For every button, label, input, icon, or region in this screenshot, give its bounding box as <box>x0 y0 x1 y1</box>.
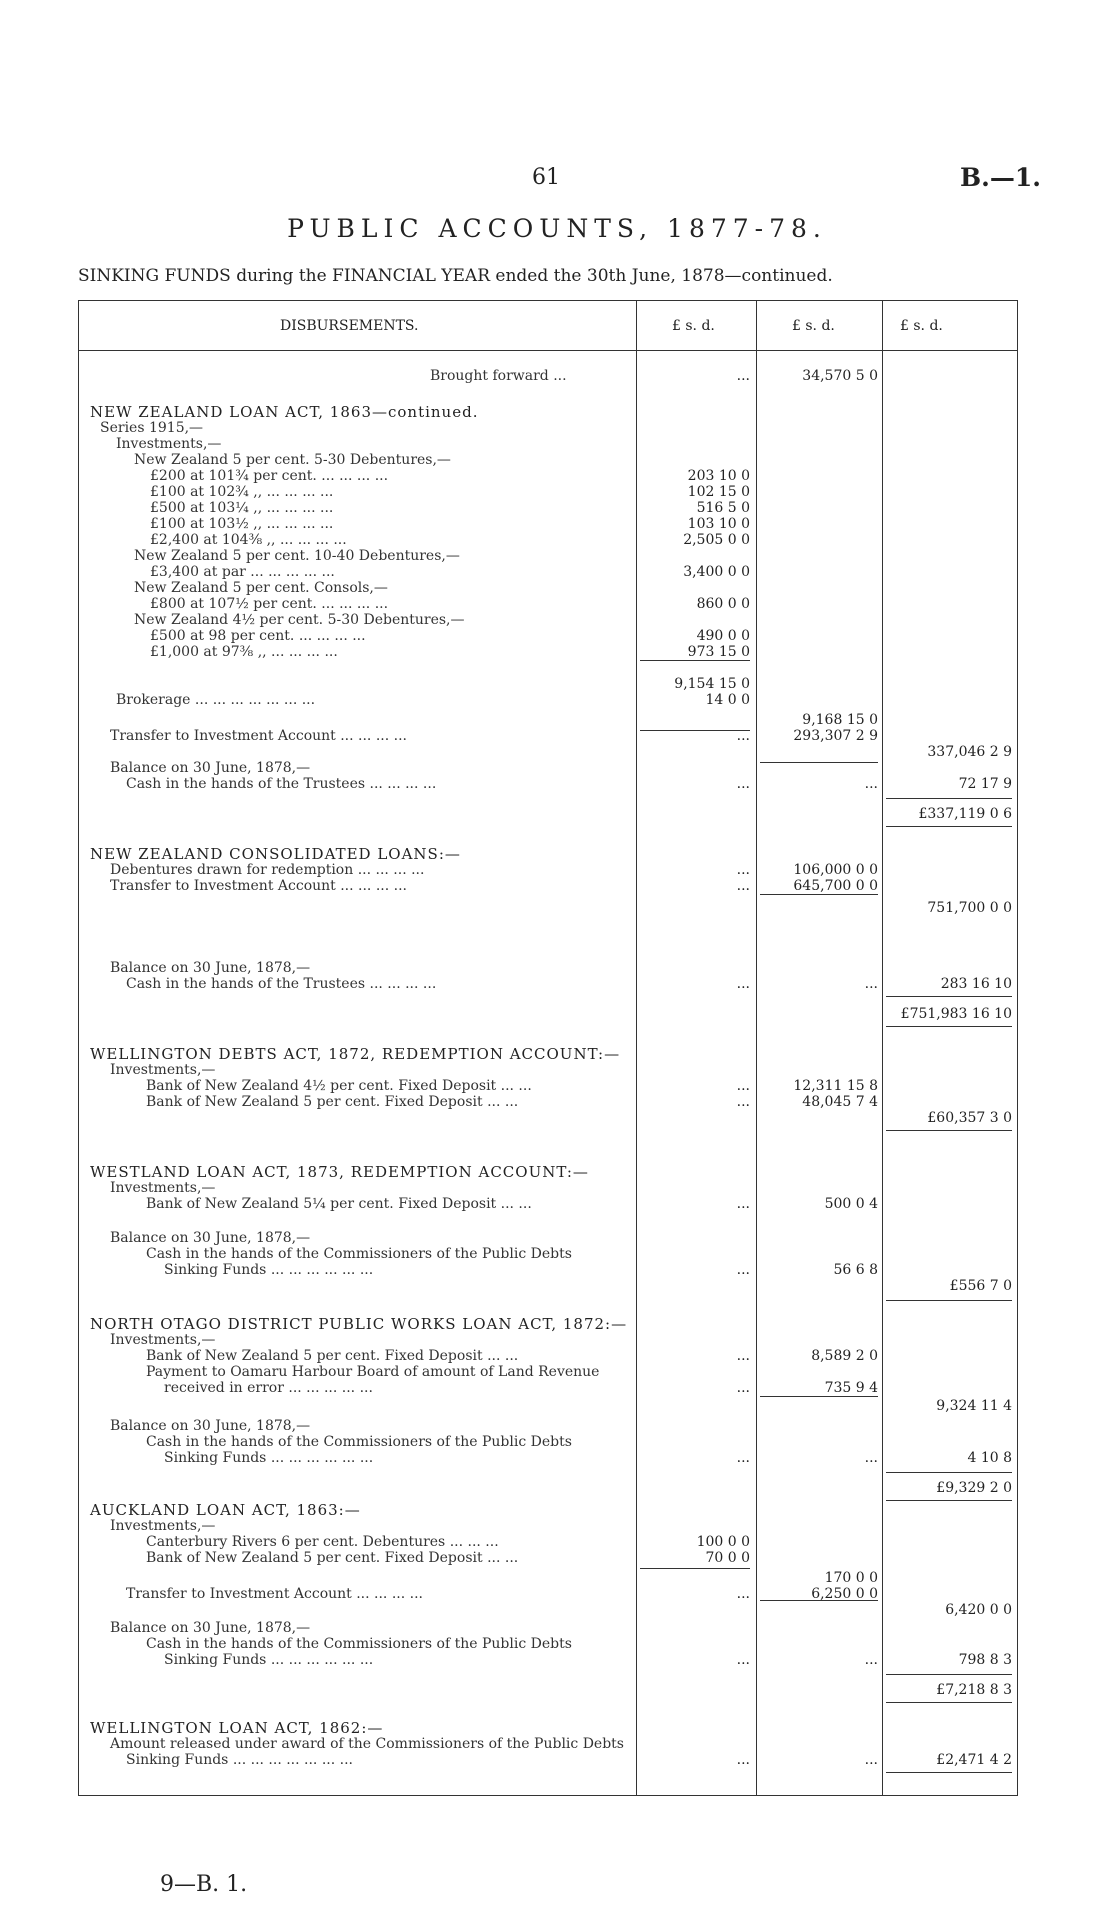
amount-c1: 516 5 0 <box>696 500 750 516</box>
amount-c1: ... <box>736 1450 750 1466</box>
row-label: Sinking Funds ... ... ... ... ... ... ... <box>126 1752 353 1768</box>
amount-c3: 798 8 3 <box>958 1652 1012 1668</box>
amount-c2: ... <box>864 976 878 992</box>
amount-c1: ... <box>736 1094 750 1110</box>
amount-c1: ... <box>736 1348 750 1364</box>
row-label: Transfer to Investment Account ... ... ... ... <box>126 1586 423 1602</box>
amount-c2: 9,168 15 0 <box>802 712 878 728</box>
row-label: Bank of New Zealand 5 per cent. Fixed Deposit ... ... <box>146 1348 519 1364</box>
amount-c1: ... <box>736 368 750 384</box>
amount-c2: 735 9 4 <box>824 1380 878 1396</box>
amount-c3: 9,324 11 4 <box>936 1398 1012 1414</box>
row-label: Amount released under award of the Commissioners of the Public Debts <box>110 1736 624 1752</box>
row-label: Cash in the hands of the Commissioners of the Public Debts <box>146 1636 572 1652</box>
section-heading: NEW ZEALAND CONSOLIDATED LOANS:— <box>90 845 461 863</box>
amount-c1: 860 0 0 <box>696 596 750 612</box>
amount-c3: £60,357 3 0 <box>927 1110 1012 1126</box>
row-label: Balance on 30 June, 1878,— <box>110 960 311 976</box>
amount-c1: ... <box>736 1380 750 1396</box>
row-label: Cash in the hands of the Trustees ... ... ... ... <box>126 976 437 992</box>
amount-c1: ... <box>736 776 750 792</box>
row-label: £500 at 98 per cent. ... ... ... ... <box>150 628 366 644</box>
section-heading: WESTLAND LOAN ACT, 1873, REDEMPTION ACCOUNT:— <box>90 1163 589 1181</box>
row-label: £1,000 at 97⅜ ,, ... ... ... ... <box>150 644 338 660</box>
row-label: Brokerage ... ... ... ... ... ... ... <box>116 692 316 708</box>
row-label: Bank of New Zealand 5 per cent. Fixed Deposit ... ... <box>146 1094 519 1110</box>
row-label: Debentures drawn for redemption ... ... ... ... <box>110 862 425 878</box>
row-label: Sinking Funds ... ... ... ... ... ... <box>164 1262 374 1278</box>
row-label: Series 1915,— <box>100 420 204 436</box>
section-heading: NORTH OTAGO DISTRICT PUBLIC WORKS LOAN ACT, 1872:— <box>90 1315 628 1333</box>
amount-c3: £9,329 2 0 <box>936 1480 1012 1496</box>
amount-c1: 14 0 0 <box>705 692 750 708</box>
row-label: £100 at 102¾ ,, ... ... ... ... <box>150 484 334 500</box>
amount-c3: £2,471 4 2 <box>936 1752 1012 1768</box>
row-label: Balance on 30 June, 1878,— <box>110 760 311 776</box>
row-label: Brought forward ... <box>430 368 567 384</box>
row-label: Cash in the hands of the Commissioners of the Public Debts <box>146 1246 572 1262</box>
amount-c2: ... <box>864 776 878 792</box>
column-header-1: £ s. d. <box>672 318 715 334</box>
row-label: Transfer to Investment Account ... ... ... ... <box>110 728 407 744</box>
row-label: Investments,— <box>110 1332 216 1348</box>
amount-c1: 973 15 0 <box>687 644 750 660</box>
row-label: Sinking Funds ... ... ... ... ... ... <box>164 1450 374 1466</box>
row-label: £500 at 103¼ ,, ... ... ... ... <box>150 500 334 516</box>
row-label: £800 at 107½ per cent. ... ... ... ... <box>150 596 389 612</box>
row-label: Investments,— <box>116 436 222 452</box>
page-number: 61 <box>532 165 560 190</box>
section-heading: AUCKLAND LOAN ACT, 1863:— <box>90 1501 361 1519</box>
row-label: £3,400 at par ... ... ... ... ... <box>150 564 335 580</box>
table-subtitle: SINKING FUNDS during the FINANCIAL YEAR ended the 30th June, 1878—continued. <box>78 266 833 286</box>
amount-c1: 103 10 0 <box>687 516 750 532</box>
amount-c1: 70 0 0 <box>705 1550 750 1566</box>
row-label: Investments,— <box>110 1062 216 1078</box>
amount-c2: 106,000 0 0 <box>793 862 878 878</box>
amount-c3: 337,046 2 9 <box>927 744 1012 760</box>
page-title: PUBLIC ACCOUNTS, 1877-78. <box>287 214 827 243</box>
amount-c1: ... <box>736 728 750 744</box>
row-label: Investments,— <box>110 1180 216 1196</box>
row-label: New Zealand 5 per cent. 10-40 Debentures,— <box>134 548 460 564</box>
page-footer: 9—B. 1. <box>160 1872 248 1897</box>
amount-c1: ... <box>736 1078 750 1094</box>
amount-c3: 751,700 0 0 <box>927 900 1012 916</box>
amount-c2: ... <box>864 1652 878 1668</box>
row-label: Cash in the hands of the Trustees ... ... ... ... <box>126 776 437 792</box>
row-label: received in error ... ... ... ... ... <box>164 1380 373 1396</box>
section-heading: NEW ZEALAND LOAN ACT, 1863—continued. <box>90 403 479 421</box>
amount-c1: ... <box>736 976 750 992</box>
amount-c1: 490 0 0 <box>696 628 750 644</box>
row-label: Balance on 30 June, 1878,— <box>110 1620 311 1636</box>
amount-c1: ... <box>736 1752 750 1768</box>
amount-c1: ... <box>736 1196 750 1212</box>
amount-c1: ... <box>736 1262 750 1278</box>
amount-c2: 645,700 0 0 <box>793 878 878 894</box>
row-label: Balance on 30 June, 1878,— <box>110 1418 311 1434</box>
column-header-disbursements: DISBURSEMENTS. <box>280 318 419 334</box>
row-label: Sinking Funds ... ... ... ... ... ... <box>164 1652 374 1668</box>
row-label: Payment to Oamaru Harbour Board of amount of Land Revenue <box>146 1364 600 1380</box>
amount-c2: 170 0 0 <box>824 1570 878 1586</box>
amount-c3: 6,420 0 0 <box>945 1602 1012 1618</box>
amount-c3: £7,218 8 3 <box>936 1682 1012 1698</box>
row-label: Bank of New Zealand 5¼ per cent. Fixed Deposit ... ... <box>146 1196 532 1212</box>
row-label: £200 at 101¾ per cent. ... ... ... ... <box>150 468 389 484</box>
amount-c2: ... <box>864 1752 878 1768</box>
amount-c1: ... <box>736 878 750 894</box>
amount-c1: ... <box>736 862 750 878</box>
column-header-2: £ s. d. <box>792 318 835 334</box>
row-label: Canterbury Rivers 6 per cent. Debentures ... ... ... <box>146 1534 499 1550</box>
row-label: Cash in the hands of the Commissioners of the Public Debts <box>146 1434 572 1450</box>
row-label: £100 at 103½ ,, ... ... ... ... <box>150 516 334 532</box>
amount-c3: 72 17 9 <box>958 776 1012 792</box>
amount-c1: 102 15 0 <box>687 484 750 500</box>
amount-c2: 500 0 4 <box>824 1196 878 1212</box>
section-heading: WELLINGTON LOAN ACT, 1862:— <box>90 1719 384 1737</box>
amount-c3: 283 16 10 <box>940 976 1012 992</box>
amount-c3: £556 7 0 <box>949 1278 1012 1294</box>
amount-c1: ... <box>736 1586 750 1602</box>
column-header-3: £ s. d. <box>900 318 943 334</box>
amount-c1: 9,154 15 0 <box>674 676 750 692</box>
row-label: Bank of New Zealand 4½ per cent. Fixed Deposit ... ... <box>146 1078 532 1094</box>
row-label: Transfer to Investment Account ... ... ... ... <box>110 878 407 894</box>
amount-c2: 6,250 0 0 <box>811 1586 878 1602</box>
row-label: £2,400 at 104⅜ ,, ... ... ... ... <box>150 532 347 548</box>
row-label: New Zealand 4½ per cent. 5-30 Debentures,— <box>134 612 465 628</box>
row-label: Bank of New Zealand 5 per cent. Fixed Deposit ... ... <box>146 1550 519 1566</box>
amount-c2: 34,570 5 0 <box>802 368 878 384</box>
amount-c3: 4 10 8 <box>967 1450 1012 1466</box>
row-label: Balance on 30 June, 1878,— <box>110 1230 311 1246</box>
amount-c2: 8,589 2 0 <box>811 1348 878 1364</box>
amount-c2: 293,307 2 9 <box>793 728 878 744</box>
amount-c2: ... <box>864 1450 878 1466</box>
amount-c1: ... <box>736 1652 750 1668</box>
row-label: Investments,— <box>110 1518 216 1534</box>
section-heading: WELLINGTON DEBTS ACT, 1872, REDEMPTION ACCOUNT:— <box>90 1045 621 1063</box>
report-reference: B.—1. <box>960 163 1041 192</box>
row-label: New Zealand 5 per cent. 5-30 Debentures,— <box>134 452 451 468</box>
amount-c1: 203 10 0 <box>687 468 750 484</box>
amount-c2: 56 6 8 <box>833 1262 878 1278</box>
amount-c1: 100 0 0 <box>696 1534 750 1550</box>
amount-c3: £337,119 0 6 <box>918 806 1012 822</box>
amount-c3: £751,983 16 10 <box>900 1006 1012 1022</box>
amount-c2: 48,045 7 4 <box>802 1094 878 1110</box>
row-label: New Zealand 5 per cent. Consols,— <box>134 580 388 596</box>
amount-c2: 12,311 15 8 <box>793 1078 878 1094</box>
amount-c1: 3,400 0 0 <box>683 564 750 580</box>
amount-c1: 2,505 0 0 <box>683 532 750 548</box>
